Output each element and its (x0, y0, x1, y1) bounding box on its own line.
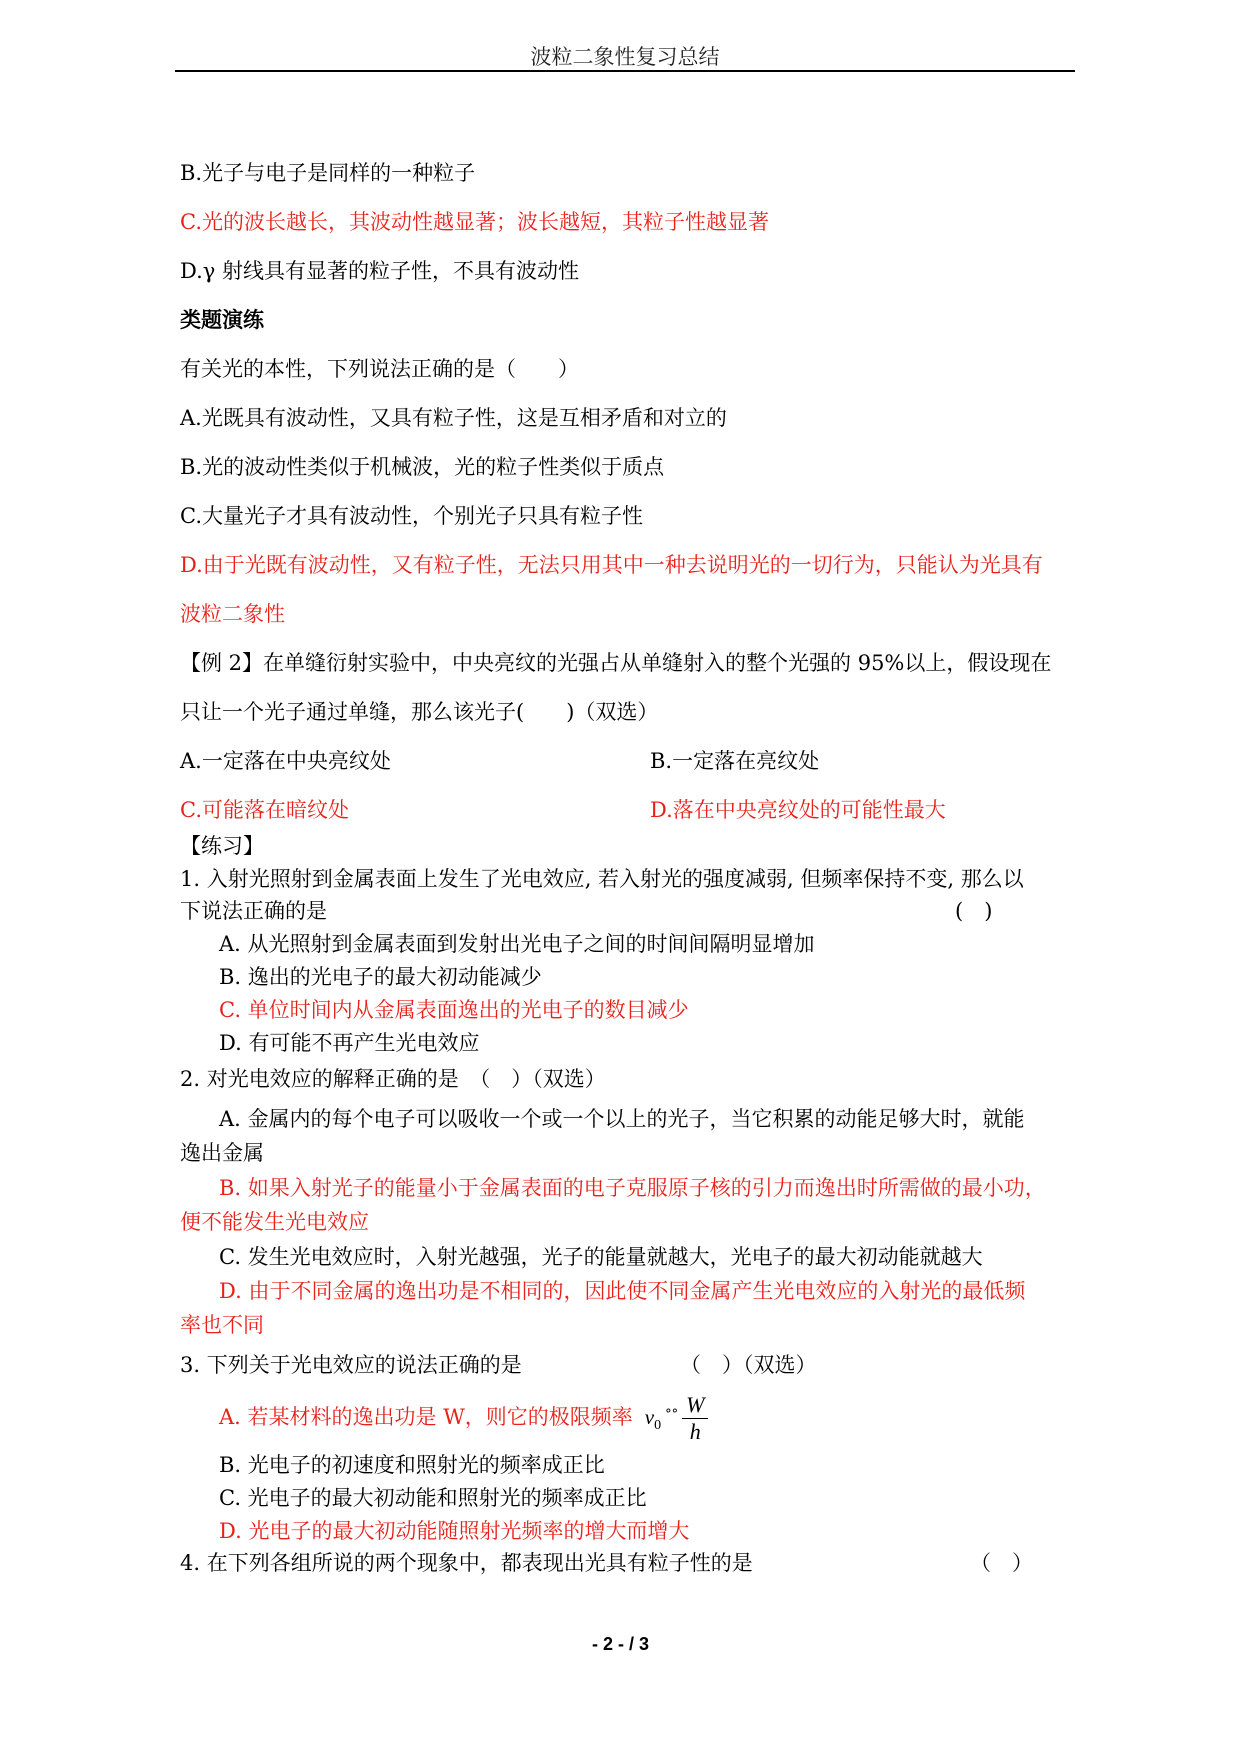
page-header-title: 波粒二象性复习总结 (530, 45, 720, 69)
answer-parentheses: （ ） (970, 1551, 1033, 1575)
option-c-answer: C.光的波长越长，其波动性越显著；波长越短，其粒子性越显著 (180, 210, 769, 234)
fraction-denominator: h (689, 1419, 701, 1444)
example-2-option-b: B.一定落在亮纹处 (650, 749, 820, 773)
page-number: - 2 - / 3 (591, 1634, 649, 1654)
exercise-2-option-a-continued: 逸出金属 (180, 1141, 264, 1165)
exercise-1-option-d: D. 有可能不再产生光电效应 (219, 1031, 480, 1055)
answer-parentheses: ( ) (955, 899, 993, 923)
exercise-3-option-a-answer (219, 1388, 708, 1442)
exercise-2-option-a: A. 金属内的每个电子可以吸收一个或一个以上的光子，当它积累的动能足够大时，就能 (219, 1107, 1025, 1131)
question-stem: 有关光的本性，下列说法正确的是（ ） (180, 357, 579, 381)
example-2-option-d-answer: D.落在中央亮纹处的可能性最大 (650, 798, 946, 822)
exercise-2-option-d-answer-continued: 率也不同 (180, 1313, 264, 1337)
exercise-2-option-b-answer-continued: 便不能发生光电效应 (180, 1210, 369, 1234)
exercise-1-stem-continued: 下说法正确的是 (180, 899, 327, 923)
exercise-heading: 【练习】 (180, 834, 264, 858)
option-b: B.光子与电子是同样的一种粒子 (180, 161, 476, 185)
example-2-stem: 【例 2】在单缝衍射实验中，中央亮纹的光强占从单缝射入的整个光强的 95%以上，假设现在 (180, 651, 1052, 675)
exercise-2-stem: 2. 对光电效应的解释正确的是 （ ）（双选） (180, 1067, 606, 1091)
exercise-3-option-c: C. 光电子的最大初动能和照射光的频率成正比 (219, 1486, 647, 1510)
option-a: A.光既具有波动性，又具有粒子性，这是互相矛盾和对立的 (180, 406, 727, 430)
relation-symbol: °° (665, 1407, 679, 1422)
exercise-1-option-c-answer: C. 单位时间内从金属表面逸出的光电子的数目减少 (219, 998, 689, 1022)
exercise-3-option-d-answer: D. 光电子的最大初动能随照射光频率的增大而增大 (219, 1519, 690, 1543)
option-d-answer-continued: 波粒二象性 (180, 602, 285, 626)
option-b: B.光的波动性类似于机械波，光的粒子性类似于质点 (180, 455, 665, 479)
answer-parentheses: （ ）（双选） (680, 1353, 817, 1377)
option-d: D.γ 射线具有显著的粒子性，不具有波动性 (180, 259, 579, 283)
threshold-frequency-symbol: $v_0$ (644, 1405, 662, 1434)
exercise-1-stem: 1. 入射光照射到金属表面上发生了光电效应, 若入射光的强度减弱, 但频率保持不变, 那么以 (180, 867, 1024, 891)
exercise-1-option-a: A. 从光照射到金属表面到发射出光电子之间的时间间隔明显增加 (219, 932, 815, 956)
section-heading: 类题演练 (180, 307, 264, 332)
exercise-2-option-b-answer: B. 如果入射光子的能量小于金属表面的电子克服原子核的引力而逸出时所需做的最小功， (219, 1176, 1046, 1200)
option-d-answer: D.由于光既有波动性，又有粒子性，无法只用其中一种去说明光的一切行为，只能认为光具有 (180, 553, 1043, 577)
exercise-3-stem: 3. 下列关于光电效应的说法正确的是 (180, 1353, 522, 1377)
exercise-1-option-b: B. 逸出的光电子的最大初动能减少 (219, 965, 542, 989)
example-2-option-a: A.一定落在中央亮纹处 (180, 749, 391, 773)
option-c: C.大量光子才具有波动性，个别光子只具有粒子性 (180, 504, 643, 528)
example-2-option-c-answer: C.可能落在暗纹处 (180, 798, 349, 822)
exercise-2-option-c: C. 发生光电效应时，入射光越强，光子的能量就越大，光电子的最大初动能就越大 (219, 1245, 983, 1269)
fraction-numerator: W (682, 1392, 708, 1419)
exercise-2-option-d-answer: D. 由于不同金属的逸出功是不相同的，因此使不同金属产生光电效应的入射光的最低频 (219, 1279, 1026, 1303)
fraction-w-over-h (682, 1392, 708, 1445)
exercise-3-option-b: B. 光电子的初速度和照射光的频率成正比 (219, 1453, 605, 1477)
exercise-4-stem: 4. 在下列各组所说的两个现象中，都表现出光具有粒子性的是 (180, 1551, 753, 1575)
option-a-text: A. 若某材料的逸出功是 W，则它的极限频率 (219, 1405, 633, 1429)
header-rule (175, 70, 1075, 72)
example-2-stem-continued: 只让一个光子通过单缝，那么该光子( )（双选） (180, 700, 659, 724)
